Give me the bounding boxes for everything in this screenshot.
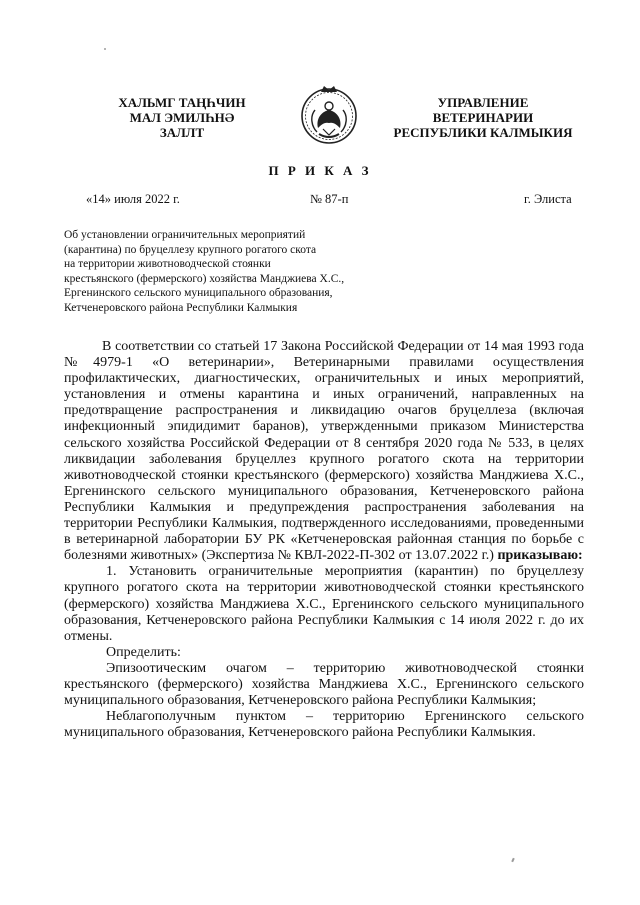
preamble-text: В соответствии со статьей 17 Закона Российской Федерации от 14 мая 1993 года №4979-1 «О ветеринарии», Ветеринарными правилами осуществления профилактических, диагностических, ограничительных и иных мероприятий, установления и отмены карантина и иных ограничений, направленных на предотвращение распространения и ликвидацию очагов бруцеллеза (включая инфекционный эпидидимит баранов), утвержденными приказом Министерства сельского хозяйства Российской Федерации от 8 сентября 2020 года № 533, в целях ликвидации заболевания бруцеллез крупного рогатого скота на территории животноводческой стоянки крестьянского (фермерского) хозяйства Манджиева Х.С., Ергенинского сельского муниципального образования, Кетченеровского района Республики Калмыкия и предупреждения распространения заболевания на территории Республики Калмыкия, подтвержденного исследованиями, проведенными в ветеринарной лаборатории БУ РК «Кетченеровская районная станция по борьбе с болезнями животных» (Экспертиза № КВЛ-2022-П-302 от 13.07.2022 г.) bbox=[64, 339, 584, 564]
subject-line: Ергенинского сельского муниципального образования, bbox=[64, 287, 333, 299]
header-russian-title bbox=[378, 95, 588, 140]
order-city: г. Элиста bbox=[524, 192, 572, 206]
order-subject bbox=[64, 228, 394, 315]
preamble-paragraph bbox=[64, 339, 584, 564]
header-right-line: УПРАВЛЕНИЕ bbox=[437, 95, 529, 110]
subject-line: на территории животноводческой стоянки bbox=[64, 258, 271, 270]
command-text: приказываю: bbox=[497, 548, 583, 564]
subject-line: Кетченеровского района Республики Калмыкия bbox=[64, 301, 298, 314]
header-right-line: ВЕТЕРИНАРИИ bbox=[432, 110, 534, 125]
header-left-line: МАЛ ЭМИЛҺНӘ bbox=[129, 110, 235, 125]
order-number: № 87-п bbox=[310, 192, 349, 206]
define-label: Определить: bbox=[106, 644, 181, 660]
scan-artifact bbox=[511, 858, 515, 862]
scan-artifact bbox=[104, 48, 106, 50]
order-body bbox=[64, 339, 584, 741]
subject-line: Об установлении ограничительных мероприятий bbox=[64, 229, 306, 241]
header-kalmyk-title bbox=[92, 95, 272, 140]
subject-line: (карантина) по бруцеллезу крупного рогатого скота bbox=[64, 243, 317, 256]
header-left-line: ЗАЛЛТ bbox=[159, 125, 205, 140]
header-right-line: РЕСПУБЛИКИ КАЛМЫКИЯ bbox=[393, 125, 573, 140]
subject-line: крестьянского (фермерского) хозяйства Манджиева Х.С., bbox=[64, 272, 345, 285]
item-1-paragraph: 1. Установить ограничительные мероприятия (карантин) по бруцеллезу крупного рогатого скота на территории животноводческой стоянки крестьянского (фермерского) хозяйства Манджиева Х.С., Ергенинского сельского муниципального образования, Кетченеровского района Республики Калмыкия с 14 июля 2022 г. до их отмены. bbox=[64, 564, 584, 644]
order-title: П Р И К А З bbox=[268, 163, 372, 178]
epizootic-focus-paragraph: Эпизоотическим очагом – территорию животноводческой стоянки крестьянского (фермерского) хозяйства Манджиева Х.С., Ергенинского сельского муниципального образования, Кетченеровского района Республики Калмыкия; bbox=[64, 660, 584, 709]
kalmykia-coat-of-arms-icon bbox=[298, 82, 360, 148]
unfavorable-point-paragraph: Неблагополучным пунктом – территорию Ергенинского сельского муниципального образования, Кетченеровского района Республики Калмыкия. bbox=[64, 709, 584, 741]
header-left-line: ХАЛЬМГ ТАҢҺЧИН bbox=[118, 95, 246, 110]
order-date: «14» июля 2022 г. bbox=[86, 192, 180, 206]
